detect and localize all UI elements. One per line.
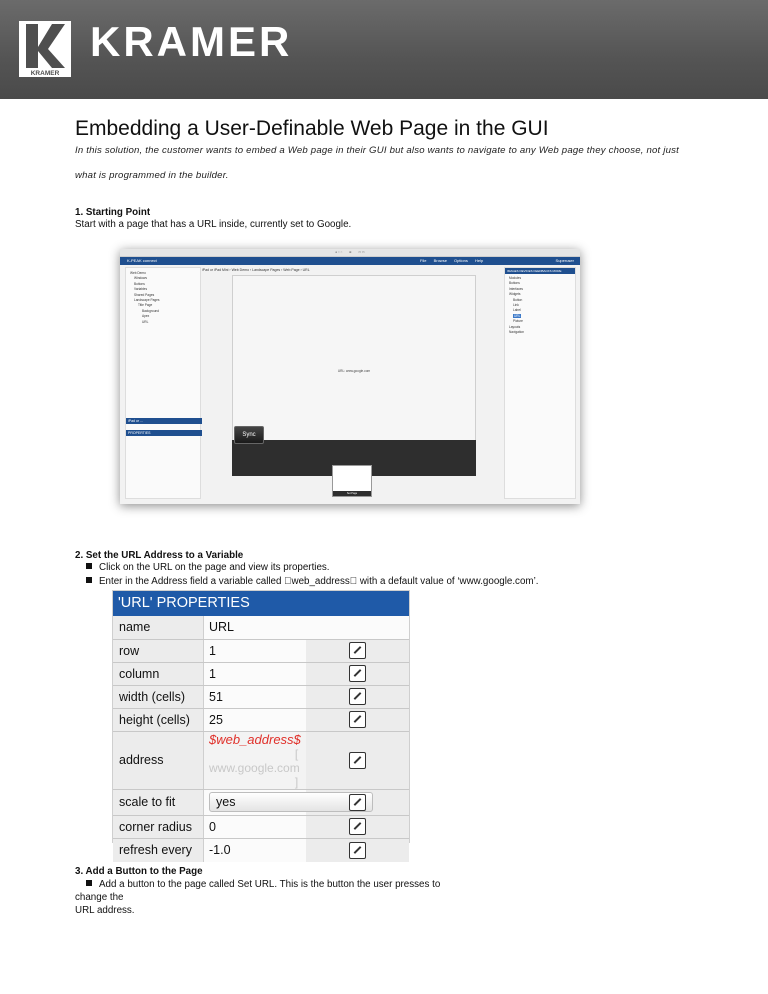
library-item[interactable]: Modules — [509, 276, 522, 280]
tree-item[interactable]: Windows — [134, 276, 147, 281]
library-panel — [504, 267, 576, 499]
property-value[interactable]: 25 — [204, 708, 307, 731]
property-label: refresh every — [113, 838, 204, 862]
intro-line-2: what is programmed in the builder. — [75, 170, 229, 181]
property-row — [113, 639, 409, 662]
property-value[interactable]: 1 — [204, 662, 307, 685]
url-properties-panel — [112, 590, 410, 858]
browser-chrome: ● ○ ○ ⊕ ▭ ▭ — [120, 249, 580, 257]
menu-help[interactable]: Help — [474, 258, 484, 263]
library-item[interactable]: Link — [513, 303, 519, 308]
app-name: K-PEAK connect — [127, 258, 157, 263]
page-thumbnail[interactable] — [332, 465, 372, 497]
edit-icon[interactable] — [349, 711, 366, 728]
property-label: width (cells) — [113, 685, 204, 708]
url-widget-text[interactable]: URL: www.google.com — [337, 369, 371, 373]
tree-item[interactable]: Landscape Pages — [134, 298, 160, 303]
edit-icon[interactable] — [349, 752, 366, 769]
library-tree — [505, 274, 575, 337]
address-placeholder: [ www.google.com ] — [209, 746, 300, 789]
tree-item[interactable]: Variables — [134, 287, 148, 292]
property-row — [113, 731, 409, 789]
breadcrumb: iPad or iPad Mini › Web Demo › Landscape Pages › Web Page › URL — [202, 268, 310, 272]
tree-item[interactable]: Buttons — [134, 281, 145, 286]
library-item[interactable]: Label — [513, 308, 521, 313]
library-item[interactable]: Navigation — [509, 330, 525, 335]
properties-table — [113, 616, 409, 862]
library-item[interactable]: Widgets — [509, 292, 521, 297]
menu-file[interactable]: File — [420, 258, 427, 263]
tree-item[interactable]: URL — [142, 319, 149, 324]
property-label: row — [113, 639, 204, 662]
thumb-label: Set Page — [333, 491, 371, 496]
scale-to-fit-select[interactable]: yes — [209, 792, 373, 812]
page-title: Embedding a User-Definable Web Page in the GUI — [75, 117, 549, 140]
device-tab[interactable]: iPad or ... — [126, 418, 202, 424]
project-tree — [126, 268, 200, 328]
header-banner — [0, 0, 768, 99]
section-3-line-2: change the — [75, 892, 124, 903]
property-row — [113, 616, 409, 639]
library-item[interactable]: Picture — [513, 319, 523, 324]
section-1-heading: 1. Starting Point — [75, 207, 151, 218]
app-bar — [120, 257, 580, 265]
section-3-bullet-1: Add a button to the page called Set URL. This is the button the user presses to — [86, 879, 440, 890]
edit-icon[interactable] — [349, 794, 366, 811]
app-menu — [420, 257, 489, 265]
address-value: $web_address$ — [209, 731, 301, 747]
menu-browse[interactable]: Browse — [433, 258, 447, 263]
library-item[interactable]: Button — [513, 297, 523, 302]
library-tabs[interactable]: IMAGES DEVICES FEEDBACKS MORE — [505, 268, 575, 274]
library-item-selected[interactable]: URL — [514, 313, 521, 318]
brand-name: KRAMER — [90, 18, 293, 65]
edit-icon[interactable] — [349, 818, 366, 835]
property-row — [113, 789, 409, 815]
property-row — [113, 708, 409, 731]
address-field[interactable] — [204, 731, 307, 789]
edit-icon[interactable] — [349, 642, 366, 659]
property-label: name — [113, 616, 204, 639]
page-canvas[interactable] — [232, 275, 476, 442]
library-item[interactable]: Buttons — [509, 281, 520, 286]
sync-button[interactable]: Sync — [234, 426, 264, 444]
intro-line-1: In this solution, the customer wants to embed a Web page in their GUI but also wants to navigate to any Web page they choose, not just — [75, 145, 680, 156]
logo-wordmark: KRAMER — [30, 70, 60, 77]
properties-header: 'URL' PROPERTIES — [113, 591, 409, 616]
menu-options[interactable]: Options — [454, 258, 468, 263]
property-value[interactable]: 1 — [204, 639, 307, 662]
project-tree-panel — [125, 267, 201, 499]
section-1-text: Start with a page that has a URL inside, currently set to Google. — [75, 219, 352, 230]
tree-item[interactable]: Web Demo — [130, 271, 146, 275]
property-label: column — [113, 662, 204, 685]
property-label: height (cells) — [113, 708, 204, 731]
property-value[interactable]: 0 — [204, 815, 307, 838]
property-row — [113, 685, 409, 708]
edit-icon[interactable] — [349, 842, 366, 859]
library-item[interactable]: Layouts — [509, 324, 521, 329]
tree-item[interactable]: Shared Pages — [134, 292, 155, 297]
section-3-heading: 3. Add a Button to the Page — [75, 866, 203, 877]
kramer-logo — [19, 21, 71, 77]
section-2-heading: 2. Set the URL Address to a Variable — [75, 550, 244, 561]
edit-icon[interactable] — [349, 688, 366, 705]
section-2-bullet-2: Enter in the Address field a variable called  web_address  with a default value of ‘www.google.com’. — [86, 576, 538, 587]
tree-item[interactable]: Apex — [142, 314, 150, 319]
property-label: address — [113, 731, 204, 789]
property-value[interactable]: 51 — [204, 685, 307, 708]
tree-item[interactable]: Background — [142, 308, 160, 313]
property-row — [113, 838, 409, 862]
section-3-line-3: URL address. — [75, 905, 135, 916]
user-name[interactable]: Superuser — [555, 258, 574, 263]
property-value[interactable]: URL — [204, 616, 410, 639]
property-label: corner radius — [113, 815, 204, 838]
library-item[interactable]: Interfaces — [509, 286, 523, 291]
tree-item[interactable]: Title Page — [138, 303, 153, 308]
property-value[interactable]: -1.0 — [204, 838, 307, 862]
property-label: scale to fit — [113, 789, 204, 815]
builder-screenshot — [120, 249, 580, 504]
property-row — [113, 662, 409, 685]
properties-tab[interactable]: PROPERTIES — [126, 430, 202, 436]
section-2-bullet-1: Click on the URL on the page and view its properties. — [86, 562, 330, 573]
edit-icon[interactable] — [349, 665, 366, 682]
property-row — [113, 815, 409, 838]
